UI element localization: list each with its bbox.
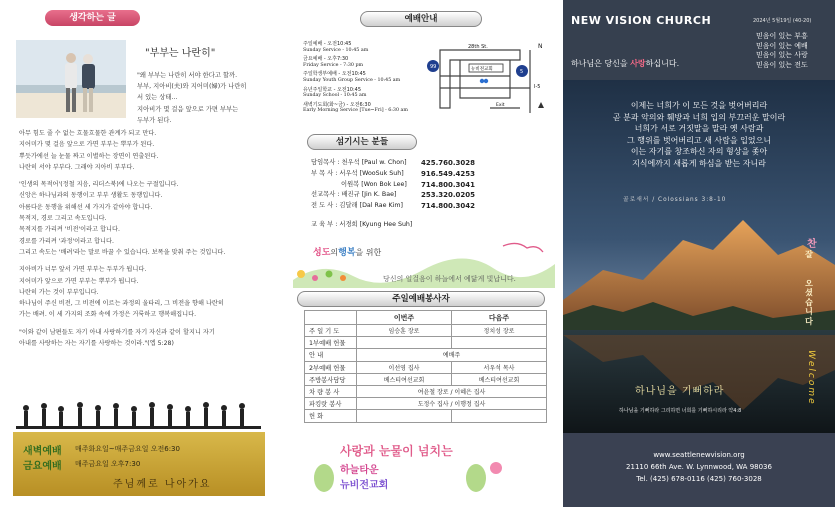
table-row — [305, 349, 547, 361]
slogan-item: 믿음이 있는 사랑 — [756, 51, 808, 59]
slogan-line-heaven-town: 하늘타운 — [340, 465, 379, 476]
table-row — [305, 385, 547, 397]
cell-both-weeks: 여윤철 장로 / 이혜은 집사 — [357, 385, 547, 397]
poem-line: 부부, 지아비(夫)와 지어미(婦)가 나란히 — [137, 83, 247, 91]
body-line: 목적지를 가리켜 '비전'이라고 합니다. — [19, 226, 120, 234]
poem-line: 지아비가 몇 걸음 앞으로 가면 부부는 — [137, 105, 239, 113]
worship-item-en: Sunday Service - 10:45 am — [303, 47, 369, 53]
map-exit-label: Exit — [496, 103, 505, 108]
church-website: www.seattlenewvision.org — [653, 451, 745, 459]
banner-word-happiness: 행복 — [338, 248, 356, 258]
dawn-service-title: 새벽예배 — [23, 446, 62, 457]
body-line: 목적지, 경로 그리고 속도입니다. — [19, 215, 107, 223]
verse-line: 지식에까지 새롭게 하심을 받는 자니라 — [632, 158, 766, 168]
people-silhouettes-image — [16, 400, 261, 430]
verse-line: 이는 자기를 창조하신 자의 형상을 좇아 — [630, 147, 768, 157]
worship-item-ko: 주일예배 - 오전10:45 — [303, 41, 352, 47]
welcome-text: Welcome — [806, 350, 816, 406]
row-label: 헌 화 — [305, 410, 357, 422]
left-panel — [0, 0, 283, 507]
table-header-row — [305, 311, 547, 325]
table-row — [305, 398, 547, 410]
body-line: 아내를 사랑하는 자는 자기를 사랑하는 것이라."(엡 5:28) — [19, 340, 174, 348]
slogan-line-love: 사랑과 눈물이 넘치는 — [340, 444, 453, 458]
worship-item-en: Early Morning Service [Tue~Fri] - 6:30 am — [303, 108, 408, 114]
slogan-item: 믿음이 있는 부흥 — [756, 32, 808, 40]
staff-row — [311, 190, 551, 201]
poem-line: "왜 부부는 나란히 서야 한다고 할까. — [137, 72, 238, 79]
staff-header: 섬기시는 분들 — [307, 134, 417, 150]
body-line: "이와 같이 남편들도 자기 아내 사랑하기를 자기 자신과 같이 할지니 자기 — [19, 328, 215, 336]
map-i5-label: I-5 — [534, 84, 541, 90]
body-line: 지어미가 몇 걸음 앞으로 가면 부부는 뿌부가 된다. — [19, 141, 155, 149]
worship-item-ko: 주일학생부예배 - 오전10:45 — [303, 71, 366, 78]
body-line: 하나님이 주신 비전, 그 비전에 이르는 과정의 울타리, 그 비전을 향해 나란히 — [19, 300, 224, 308]
row-label: 파킹랏 봉사 — [305, 398, 357, 410]
slogan-list — [756, 32, 808, 70]
cover-panel — [563, 0, 835, 507]
map-hw99-label: 99 — [430, 64, 437, 70]
church-slogan-graphic — [300, 438, 548, 498]
verse-line: 이제는 너희가 이 모든 것을 벗어버리라 — [630, 101, 768, 110]
cell-next-week: 베스티여선교회 — [452, 373, 547, 385]
article-body — [19, 128, 281, 349]
worship-item-en: Friday Service - 7:30 pm — [303, 62, 364, 68]
column-header-next-week: 다음주 — [452, 311, 547, 325]
cell-next-week — [452, 410, 547, 422]
cover-header — [563, 0, 835, 80]
body-line: 나란히 서야 부부다. 그래야 지아비 부부다. — [19, 163, 135, 171]
scene-caption-title: 하나님을 기뻐하라 — [635, 386, 725, 397]
staff-row — [311, 180, 551, 191]
map-hw5-label: 5 — [520, 69, 524, 75]
body-line: '인생의 목적어'(정철 지음, 리더스북)에 나오는 구절입니다. — [19, 181, 179, 189]
slogan-item: 믿음이 있는 예배 — [756, 41, 808, 50]
staff-row — [311, 169, 551, 180]
worship-item-en: Sunday Youth Group Service - 10:45 am — [303, 77, 401, 83]
scripture-verse — [573, 100, 825, 170]
cell-next-week: 정치성 장로 — [452, 325, 547, 337]
body-line: 아무 힘도 줄 수 없는 흐물흐물한 관계가 되고 만다. — [19, 130, 157, 137]
friday-service-time: 매주금요일 오후7:30 — [75, 460, 141, 468]
bulletin-date: 2024년 5월19일 (40-20) — [753, 18, 812, 24]
church-motto: 하나님은 당신을 사랑하십니다. — [571, 59, 680, 68]
row-label: 1부예배 헌물 — [305, 337, 357, 349]
body-line: 경로를 가리켜 '과정'이라고 합니다. — [19, 237, 114, 245]
worship-schedule — [303, 41, 413, 117]
cell-this-week — [357, 337, 452, 349]
body-line: 뿌듯가에선 늘 눈물 짜고 이별하는 장면이 연출된다. — [19, 152, 159, 160]
staff-phone: 253.320.0205 — [421, 191, 476, 200]
cell-both-weeks: 예배주 — [357, 349, 547, 361]
volunteers-table — [304, 310, 547, 423]
staff-role: 선교목사 : 배진규 [Jin K. Bae] — [311, 191, 397, 199]
map-church-label: 뉴비젼교회 — [471, 67, 493, 72]
church-phone: Tel. (425) 678-0116 (425) 760-3028 — [636, 475, 762, 483]
body-line: 그리고 속도는 '배려'라는 말로 바꿀 수 있습니다. 보폭을 맞춰 주는 것입니다. — [19, 248, 226, 256]
verse-line: 그 행위를 벗어버리고 새 사람을 입었으니 — [626, 135, 772, 145]
cell-this-week: 임승훈 장로 — [357, 325, 452, 337]
service-volunteers-header: 주일예배봉사자 — [297, 291, 545, 307]
friday-service-title: 금요예배 — [23, 461, 62, 472]
cell-this-week — [357, 410, 452, 422]
couple-photo — [16, 40, 126, 118]
church-address: 21110 66th Ave. W. Lynnwood, WA 98036 — [626, 463, 772, 471]
staff-role: 전 도 사 : 김달래 [Dal Rae Kim] — [311, 202, 403, 210]
vertical-sing-char: 찬 — [807, 239, 817, 250]
row-label: 차 량 봉 사 — [305, 385, 357, 397]
staff-role: 담임목사 : 천우석 [Paul w. Chon] — [311, 159, 407, 166]
body-line: 신앙은 하나님과의 동행이고 부부 생활도 동행입니다. — [19, 192, 163, 200]
staff-row — [311, 201, 551, 212]
evening-caption: 주님께로 나아가요 — [113, 479, 212, 490]
banner-word-saints: 성도 — [313, 248, 331, 258]
cell-this-week: 이선영 집사 — [357, 361, 452, 373]
poem-line: 두부가 된다. — [137, 116, 172, 124]
map-north-label: N — [538, 43, 543, 50]
slogan-line-church-name: 뉴비전교회 — [340, 480, 389, 491]
dawn-service-time: 매주화요일~매주금요일 오전6:30 — [75, 445, 180, 453]
table-row — [305, 410, 547, 422]
verse-reference: 골로새서 / Colossians 3:8-10 — [623, 197, 727, 203]
map-street-label: 28th St. — [468, 44, 488, 50]
cell-this-week: 베스티여선교회 — [357, 373, 452, 385]
cell-both-weeks: 도정수 집사 / 이행정 집사 — [357, 398, 547, 410]
cell-next-week: 서우석 목사 — [452, 361, 547, 373]
worship-item-ko: 새벽기도회(화~금) - 오전6:30 — [303, 101, 371, 108]
table-row — [305, 325, 547, 337]
slogan-item: 믿음이 있는 전도 — [756, 60, 808, 69]
staff-phone: 714.800.3042 — [421, 202, 476, 211]
banner-title — [313, 245, 381, 258]
row-label: 안 내 — [305, 349, 357, 361]
poem-block — [137, 70, 279, 126]
table-row — [305, 361, 547, 373]
cell-next-week — [452, 337, 547, 349]
education-staff: 교 육 부 : 서경희 [Kyung Hee Suh] — [311, 220, 413, 228]
worship-guide-header: 예배안내 — [360, 11, 482, 27]
staff-role: 부 목 사 : 서우석 [WooSuk Suh] — [311, 169, 404, 177]
staff-role: 이원복 [Won Bok Lee] — [341, 180, 407, 188]
section-header-thoughts: 생각하는 글 — [45, 10, 140, 26]
staff-list — [311, 158, 551, 231]
body-line: 나란히 가는 것이 부부입니다. — [19, 288, 99, 296]
worship-item-en: Sunday School - 10:45 am — [303, 93, 367, 99]
scene-caption-text: 하나님을 기뻐하라 그리하면 너희를 기뻐하시리라 약4:8 — [619, 408, 742, 414]
table-row — [305, 373, 547, 385]
banner-word-for: 을 위한 — [355, 248, 382, 257]
column-header-this-week: 이번주 — [357, 311, 452, 325]
article-title: "부부는 나란히" — [145, 48, 216, 59]
banner-word-of: 의 — [330, 248, 339, 257]
happiness-banner — [293, 240, 555, 288]
verse-line: 곧 분과 악의와 훼방과 너희 입의 부끄러운 말이라 — [612, 112, 786, 122]
staff-phone: 916.549.4253 — [421, 169, 476, 178]
verse-line: 너희가 서로 거짓말을 말라 옛 사람과 — [634, 124, 764, 134]
body-line: 지어미가 앞으로 가면 부부는 뿌부가 됩니다. — [19, 277, 139, 285]
table-row — [305, 337, 547, 349]
body-line: 아름다운 동행을 위해선 세 가지가 같아야 합니다. — [19, 203, 153, 211]
contact-footer — [563, 433, 835, 507]
worship-item-ko: 유년주일학교 - 오전10:45 — [303, 86, 362, 93]
poem-line: 서 있는 상태… — [137, 94, 178, 102]
body-line: 가는 배려. 이 세 가지의 조화 속에 가정은 거룩하고 행복해집니다. — [19, 311, 197, 319]
row-label: 2부예배 헌물 — [305, 361, 357, 373]
staff-phone: 714.800.3041 — [421, 180, 476, 189]
vertical-welcome-ko: 잘 오 셨 습 니 다 — [805, 250, 813, 326]
body-line: 지아비가 너무 앞서 가면 부부는 두부가 됩니다. — [19, 266, 147, 274]
banner-subtitle: 당신의 일걸음이 하늘에서 예닮게 빛납니다. — [383, 275, 516, 283]
early-morning-service-box — [13, 432, 265, 496]
staff-row — [311, 158, 551, 169]
row-label: 주방봉사담당 — [305, 373, 357, 385]
worship-item-ko: 금요예배 - 오후7:30 — [303, 56, 349, 63]
mountain-lake-scene — [563, 80, 835, 433]
staff-phone: 425.760.3028 — [421, 159, 476, 167]
church-logo: NEW VISION CHURCH — [571, 14, 712, 27]
row-label: 주 일 기 도 — [305, 325, 357, 337]
church-location-map — [420, 38, 550, 120]
